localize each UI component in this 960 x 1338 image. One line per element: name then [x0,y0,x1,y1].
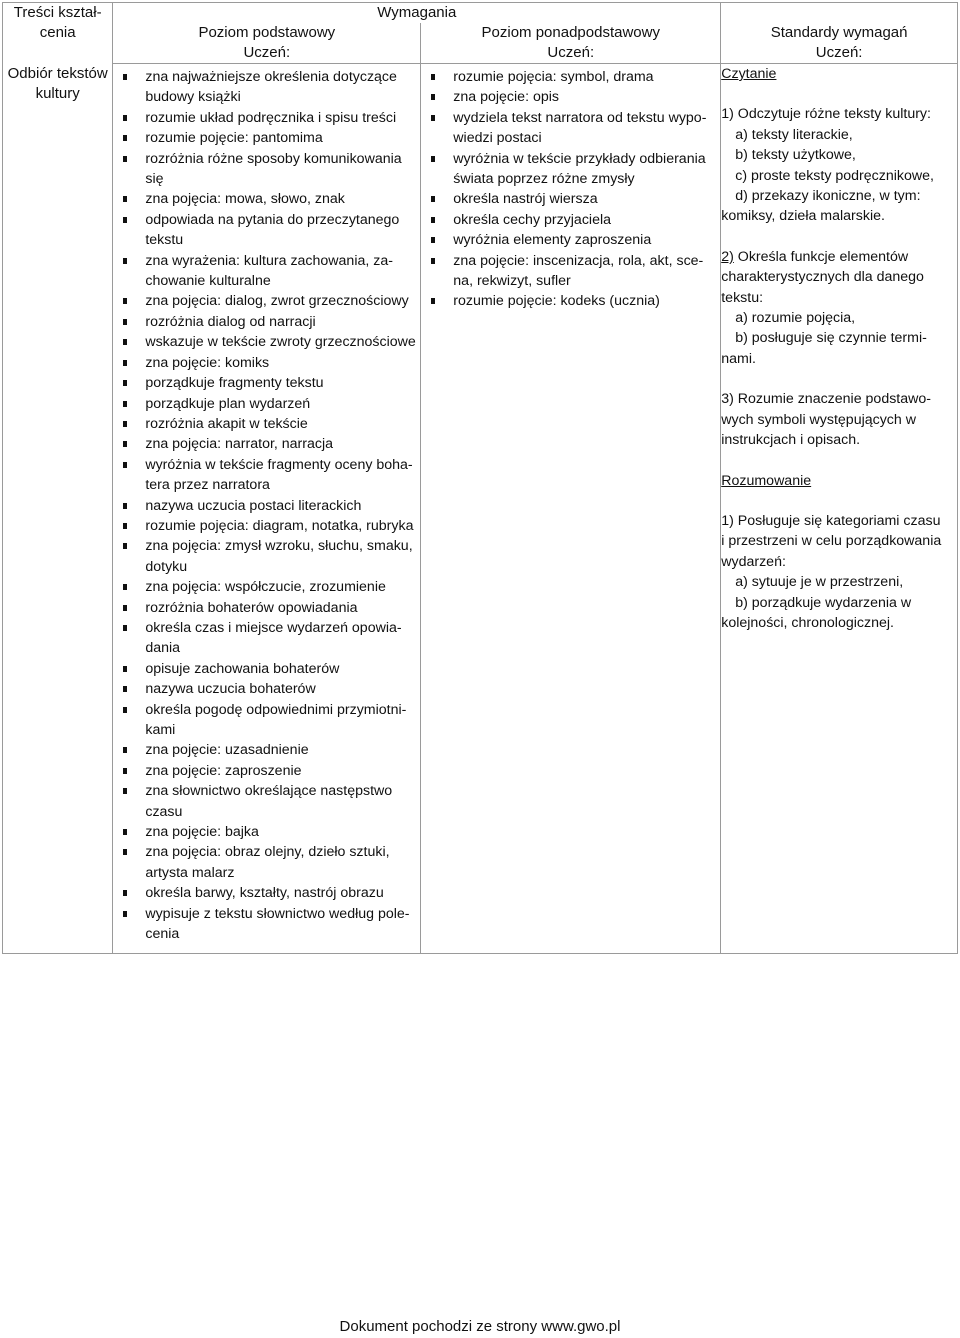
reasoning-1-item: a) sytuuje je w przestrzeni, [735,574,904,591]
requirement-line: zna pojęcie: inscenizacja, rola, akt, sce- [453,252,704,269]
requirement-line: chowanie kulturalne [145,273,271,290]
requirement-item [135,904,416,945]
requirement-line: kami [145,722,176,738]
header-ponadpodstawowy-title: Poziom ponadpodstawowy [481,24,660,41]
requirement-line: zna pojęcie: opis [453,89,559,106]
requirement-line: opisuje zachowania bohaterów [145,660,340,677]
requirement-item [135,291,416,311]
basic-requirements-list [113,64,420,952]
requirement-line: określa czas i miejsce wydarzeń opowia- [145,619,402,636]
standard-2 [721,247,957,267]
requirement-line: czasu [145,803,183,820]
requirement-item [135,740,416,760]
requirement-line: artysta malarz [145,864,235,881]
requirement-item [135,455,416,496]
requirement-item [135,128,416,148]
topic-line2: kultury [35,84,80,102]
requirement-line: rozróżnia bohaterów opowiadania [145,599,358,616]
standard-2-line2: charakterystycznych dla danego [721,269,924,286]
requirement-line: nazywa uczucia postaci literackich [145,497,362,514]
content-row [3,64,958,954]
requirement-item [135,251,416,292]
requirement-item [135,312,416,332]
requirement-item [135,781,416,822]
requirement-line: wiedzi postaci [453,130,542,147]
requirement-item [135,679,416,699]
requirement-line: tekstu [145,232,184,249]
requirement-item [443,87,716,107]
standard-1-item: d) przekazy ikoniczne, w tym: [735,188,921,205]
standard-1: 1) Odczytuje różne teksty kultury: [721,106,931,123]
requirement-line: tera przez narratora [145,477,270,494]
standard-2-line3: tekstu: [721,289,764,306]
requirement-line: wypisuje z tekstu słownictwo według pole- [145,905,410,922]
advanced-requirements-list [421,64,720,320]
requirement-item [443,230,716,250]
requirement-line: porządkuje fragmenty tekstu [145,375,324,392]
requirement-item [135,883,416,903]
requirement-line: rozumie pojęcia: symbol, drama [453,69,654,85]
requirement-line: zna pojęcia: dialog, zwrot grzecznościowy [145,293,409,310]
header-podstawowy-uczen: Uczeń: [243,44,291,61]
header-standardy-uczen: Uczeń: [815,44,863,61]
requirement-line: zna pojęcie: komiks [145,354,270,371]
requirement-line: cenia [145,926,180,943]
header-podstawowy [113,23,421,64]
requirement-item [443,189,716,209]
requirement-item [135,394,416,414]
standard-2-tail: nami. [721,350,756,367]
requirement-item [135,67,416,108]
standard-3-line1: 3) Rozumie znaczenie podstawo- [721,391,931,408]
standard-2-number: 2) [721,248,734,265]
reasoning-1-line1: 1) Posługuje się kategoriami czasu [721,512,941,529]
requirement-line: rozumie pojęcia: diagram, notatka, rubryka [145,517,414,534]
reasoning-1-line3: wydarzeń: [721,553,786,570]
requirement-line: nazywa uczucia bohaterów [145,681,316,698]
requirement-line: wskazuje w tekście zwroty grzecznościowe [145,334,416,351]
header-standardy [721,3,958,64]
requirement-line: zna pojęcia: zmysł wzroku, słuchu, smaku, [145,538,413,555]
standard-1-item: c) proste teksty podręcznikowe, [735,167,934,184]
requirement-item [135,414,416,434]
reasoning-1-line2: i przestrzeni w celu porządkowania [721,533,942,550]
requirement-line: zna pojęcia: obraz olejny, dzieło sztuki, [145,844,390,861]
requirement-line: rozróżnia dialog od narracji [145,313,316,330]
requirement-line: określa nastrój wiersza [453,191,598,208]
requirement-line: określa cechy przyjaciela [453,211,612,228]
requirement-item [135,108,416,128]
standard-1-item: b) teksty użytkowe, [735,147,856,164]
header-tresci-line2: cenia [39,24,76,41]
header-ponadpodstawowy [421,23,721,64]
requirement-line: zna słownictwo określające następstwo [145,783,393,800]
requirement-line: porządkuje plan wydarzeń [145,395,311,412]
standard-3-line3: instrukcjach i opisach. [721,432,861,449]
standard-1-tail: komiksy, dzieła malarskie. [721,208,885,225]
requirements-table [2,2,958,954]
header-podstawowy-title: Poziom podstawowy [198,24,336,41]
section-rozumowanie: Rozumowanie [721,472,812,489]
requirement-line: wyróżnia w tekście fragmenty oceny boha- [145,456,413,473]
requirement-line: zna pojęcia: narrator, narracja [145,436,334,453]
requirement-item [135,434,416,454]
requirement-line: rozróżnia akapit w tekście [145,415,308,432]
requirement-item [135,659,416,679]
requirement-item [443,149,716,190]
requirement-line: zna pojęcia: mowa, słowo, znak [145,191,345,208]
requirement-item [443,210,716,230]
header-standardy-title: Standardy wymagań [770,24,908,41]
standard-2-item: b) posługuje się czynnie termi- [735,330,927,347]
requirement-line: wydziela tekst narratora od tekstu wypo- [453,109,707,126]
requirement-line: dania [145,640,181,657]
header-ponadpodstawowy-uczen: Uczeń: [547,44,595,61]
requirement-line: świata poprzez różne zmysły [453,171,635,188]
advanced-requirements-cell [421,64,721,954]
standard-2-item: a) rozumie pojęcia, [735,310,856,327]
requirement-item [135,598,416,618]
requirement-line: określa pogodę odpowiednimi przymiotni- [145,701,407,718]
section-czytanie: Czytanie [721,66,777,82]
topic-line1: Odbiór tekstów [7,64,108,82]
requirement-item [443,108,716,149]
requirement-item [135,353,416,373]
requirement-item [135,842,416,883]
requirement-item [135,618,416,659]
requirement-item [135,516,416,536]
requirement-item [135,373,416,393]
header-tresci [3,3,113,64]
requirement-line: na, rekwizyt, sufler [453,273,571,290]
requirement-line: wyróżnia elementy zaproszenia [453,232,652,249]
requirement-line: się [145,171,164,188]
header-tresci-line1: Treści kształ- [13,4,102,21]
requirement-line: wyróżnia w tekście przykłady odbierania [453,150,706,167]
topic-cell [3,64,113,954]
requirement-item [443,251,716,292]
requirement-line: zna pojęcia: współczucie, zrozumienie [145,579,386,596]
requirement-item [135,149,416,190]
requirement-line: rozróżnia różne sposoby komunikowania [145,150,402,167]
standard-1-item: a) teksty literackie, [735,126,853,143]
requirement-line: zna najważniejsze określenia dotyczące [145,69,397,85]
requirement-item [135,536,416,577]
requirement-item [443,67,716,87]
requirement-line: budowy książki [145,89,241,106]
reasoning-1-tail: kolejności, chronologicznej. [721,614,894,631]
requirement-line: zna pojęcie: uzasadnienie [145,742,309,759]
requirement-item [135,577,416,597]
basic-requirements-cell [113,64,421,954]
requirement-item [135,822,416,842]
footer-source: Dokument pochodzi ze strony www.gwo.pl [339,1318,621,1335]
requirement-item [135,496,416,516]
standard-3-line2: wych symboli występujących w [721,411,916,428]
requirement-line: rozumie pojęcie: kodeks (ucznia) [453,293,660,310]
reasoning-1-item: b) porządkuje wydarzenia w [735,594,912,611]
requirement-line: zna pojęcie: bajka [145,824,259,841]
header-row-1 [3,3,958,24]
requirement-line: rozumie pojęcie: pantomima [145,130,323,147]
requirement-item [135,700,416,741]
requirement-line: odpowiada na pytania do przeczytanego [145,211,400,228]
requirement-line: zna wyrażenia: kultura zachowania, za- [145,252,393,269]
requirement-line: zna pojęcie: zaproszenie [145,762,302,779]
requirement-item [135,332,416,352]
requirement-line: określa barwy, kształty, nastrój obrazu [145,885,384,902]
standard-2-line1: Określa funkcje elementów [733,248,909,265]
requirement-item [135,189,416,209]
requirement-line: dotyku [145,558,188,575]
standards-cell [721,64,958,954]
requirement-item [443,291,716,311]
requirement-item [135,210,416,251]
requirement-line: rozumie układ podręcznika i spisu treści [145,109,397,126]
header-wymagania: Wymagania [113,3,721,24]
requirement-item [135,761,416,781]
